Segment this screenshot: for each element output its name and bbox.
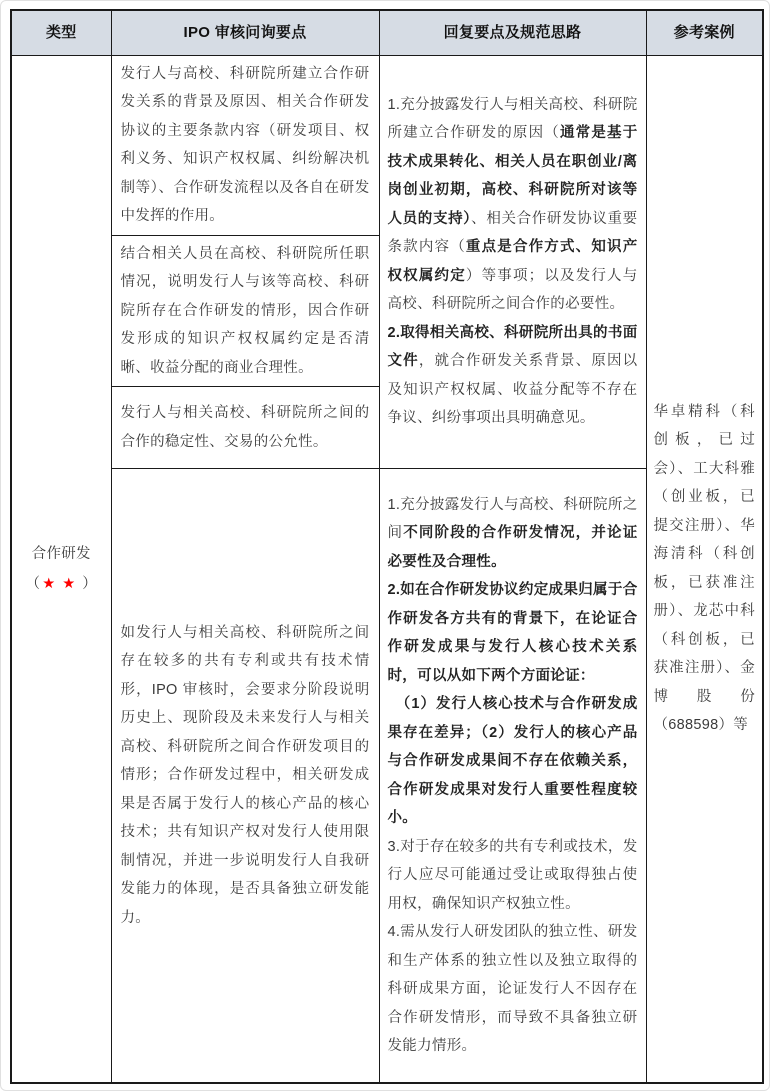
col-header-reference-cases: 参考案例 (646, 10, 763, 55)
type-label: 合作研发 (31, 545, 91, 562)
col-header-inquiry-points: IPO 审核问询要点 (111, 10, 379, 55)
reply-cell-2: 1.充分披露发行人与高校、科研院所之间不同阶段的合作研发情况，并论证必要性及合理性。 2.如在合作研发协议约定成果归属于合作研发各方共有的背景下，在论证合作研发成果与发行人核心技术关系时，可以从如下两个方面论证： （1）发行人核心技术与合作研发成果存在差异；（2）发行人的核心产品与合作研发成果间不存在依赖关系，合作研发成果对发行人重要性程度较小。 3.对于存在较多的共有专利或技术，发行人应尽可能通过受让或取得独占使用权，确保知识产权独立性。 4.需从发行人研发团队的独立性、研发和生产体系的独立性以及独立取得的科研成果方面，论证发行人不因存在合作研发情形，而导致不具备独立研发能力情形。 (379, 469, 646, 1084)
reply-cell-1: 1.充分披露发行人与相关高校、科研院所建立合作研发的原因（通常是基于技术成果转化、相关人员在职创业/离岗创业初期，高校、科研院所对该等人员的支持）、相关合作研发协议重要条款内容（重点是合作方式、知识产权权属约定）等事项；以及发行人与高校、科研院所之间合作的必要性。 2.取得相关高校、科研院所出具的书面文件，就合作研发关系背景、原因以及知识产权权属、收益分配等不存在争议、纠纷事项出具明确意见。 (379, 55, 646, 469)
paren-open: （ (25, 575, 41, 592)
inquiry-cell-2: 结合相关人员在高校、科研院所任职情况，说明发行人与该等高校、科研院所存在合作研发的情形，因合作研发形成的知识产权权属约定是否清晰、收益分配的商业合理性。 (111, 235, 379, 387)
col-header-reply-points: 回复要点及规范思路 (379, 10, 646, 55)
inquiry-cell-1: 发行人与高校、科研院所建立合作研发关系的背景及原因、相关合作研发协议的主要条款内容（研发项目、权利义务、知识产权权属、纠纷解决机制等）、合作研发流程以及各自在研发中发挥的作用。 (111, 55, 379, 235)
reference-cases-cell: 华卓精科（科创板，已过会）、工大科雅（创业板，已提交注册）、华海清科（科创板，已获准注册）、龙芯中科（科创板，已获准注册）、金博股份（688598）等 (646, 55, 763, 1083)
header-row (11, 10, 763, 55)
inquiry-cell-4: 如发行人与相关高校、科研院所之间存在较多的共有专利或共有技术情形，IPO 审核时，会要求分阶段说明历史上、现阶段及未来发行人与相关高校、科研院所之间合作研发项目的情形；合作研发过程中，相关研发成果是否属于发行人的核心产品的核心技术；共有知识产权对发行人使用限制情况，并进一步说明发行人自我研发能力的体现，是否具备独立研发能力。 (111, 469, 379, 1084)
star-rating-icon: ★★ (42, 575, 83, 592)
col-header-type: 类型 (11, 10, 111, 55)
type-cell (11, 55, 111, 1083)
type-rating (12, 569, 111, 599)
paren-close: ） (82, 575, 98, 592)
inquiry-cell-3: 发行人与相关高校、科研院所之间的合作的稳定性、交易的公允性。 (111, 387, 379, 469)
table-row (11, 55, 763, 235)
ipo-review-table (10, 9, 764, 1084)
